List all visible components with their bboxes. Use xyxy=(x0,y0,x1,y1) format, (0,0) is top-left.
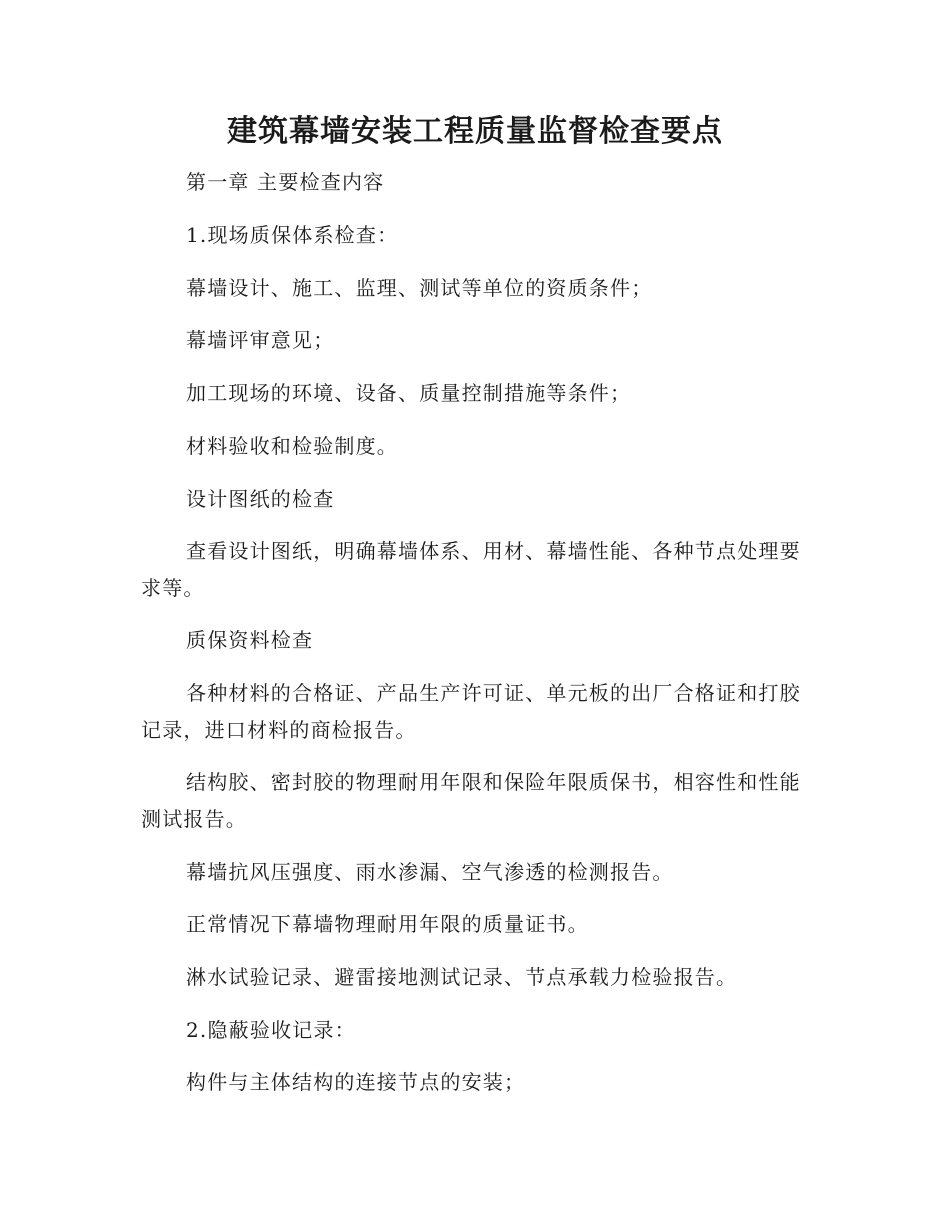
section-heading: 1.现场质保体系检查： xyxy=(186,223,399,247)
paragraph: 加工现场的环境、设备、质量控制措施等条件； xyxy=(186,381,632,405)
subsection-heading: 设计图纸的检查 xyxy=(186,487,335,511)
paragraph: 各种材料的合格证、产品生产许可证、单元板的出厂合格证和打胶记录，进口材料的商检报告。 xyxy=(141,681,801,742)
paragraph: 幕墙设计、施工、监理、测试等单位的资质条件； xyxy=(186,276,653,300)
paragraph: 查看设计图纸，明确幕墙体系、用材、幕墙性能、各种节点处理要求等。 xyxy=(141,539,801,600)
paragraph: 结构胶、密封胶的物理耐用年限和保险年限质保书，相容性和性能测试报告。 xyxy=(141,770,801,831)
subsection-heading: 质保资料检查 xyxy=(186,628,314,652)
paragraph: 幕墙评审意见； xyxy=(186,328,335,352)
paragraph: 正常情况下幕墙物理耐用年限的质量证书。 xyxy=(186,912,589,936)
paragraph: 淋水试验记录、避雷接地测试记录、节点承载力检验报告。 xyxy=(186,965,738,989)
paragraph: 幕墙抗风压强度、雨水渗漏、空气渗透的检测报告。 xyxy=(186,860,674,884)
paragraph: 构件与主体结构的连接节点的安装； xyxy=(186,1070,526,1094)
paragraph: 材料验收和检验制度。 xyxy=(186,434,398,458)
document-title: 建筑幕墙安装工程质量监督检查要点 xyxy=(227,114,723,149)
section-heading: 2.隐蔽验收记录： xyxy=(186,1018,356,1042)
chapter-heading: 第一章 主要检查内容 xyxy=(186,170,385,194)
